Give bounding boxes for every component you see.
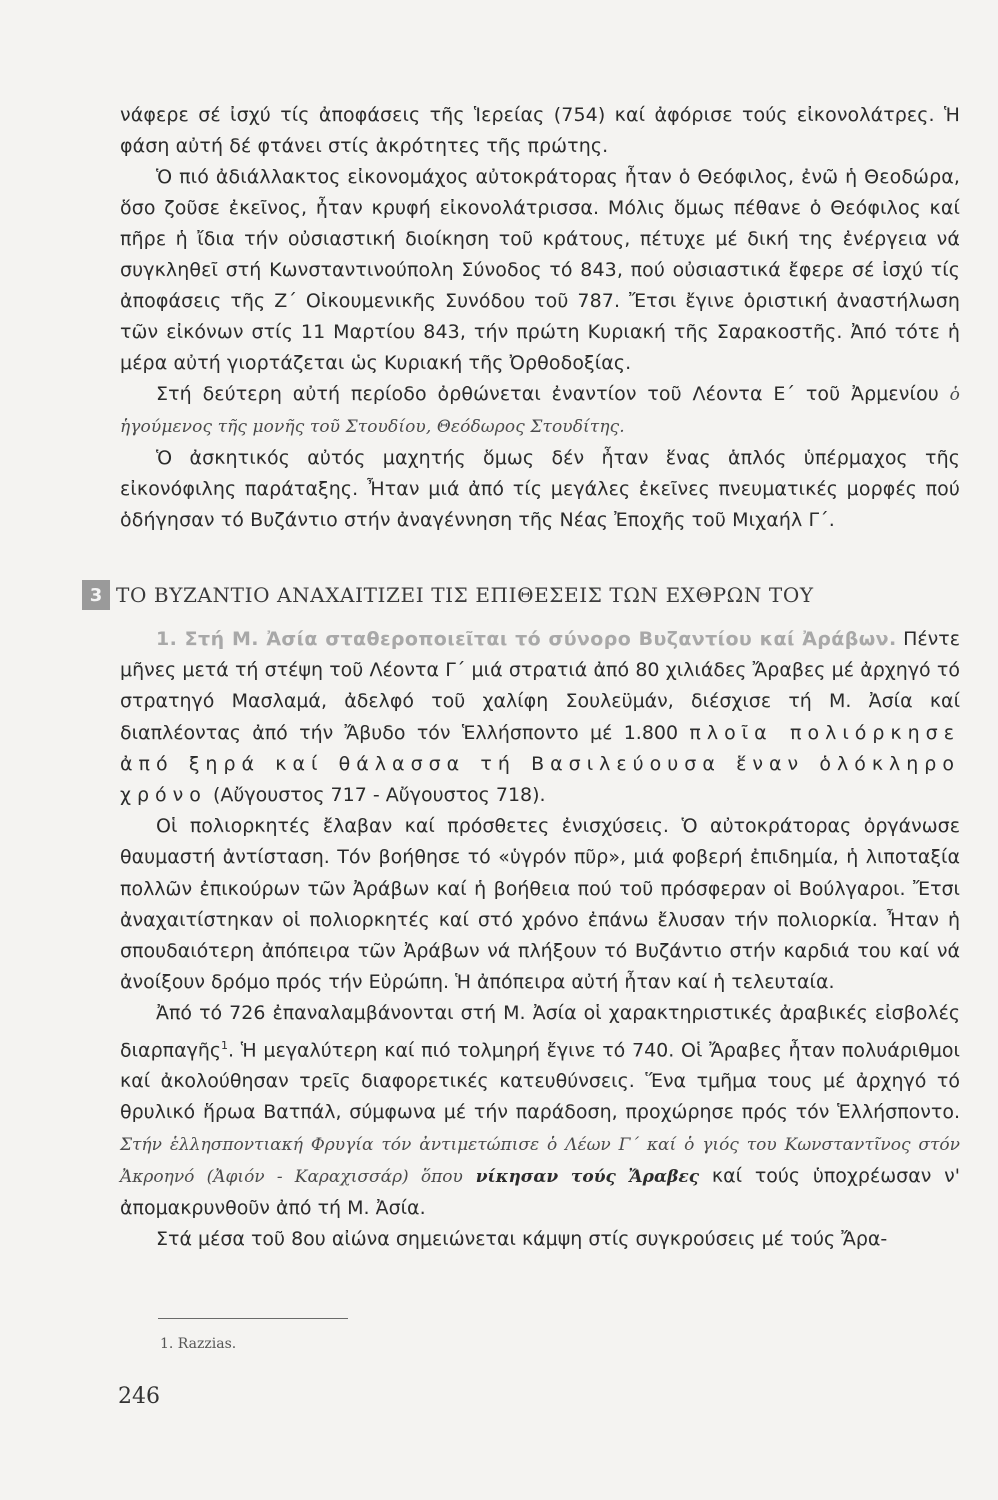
paragraph: Οἱ πολιορκητές ἔλαβαν καί πρόσθετες ἐνισχύσεις. Ὁ αὐτοκράτορας ὀργάνωσε θαυμαστή ἀντίσταση. Τόν βοήθησε τό «ὑγρόν πῦρ», μιά φοβερή ἐπιδημία, ἡ λιποταξία πολλῶν ἐπικούρων τῶν Ἀράβων καί ἡ βοήθεια πού τοῦ πρόσφεραν οἱ Βούλγαροι. Ἔτσι ἀναχαιτίστηκαν οἱ πολιορκητές καί στό χρόνο ἐπάνω ἔλυσαν τήν πολιορκία. Ἦταν ἡ σπουδαιότερη ἀπόπειρα τῶν Ἀράβων νά πλήξουν τό Βυζάντιο στήν καρδιά του καί νά ἀνοίξουν δρόμο πρός τήν Εὐρώπη. Ἡ ἀπόπειρα αὐτή ἦταν καί ἡ τελευταία.: [120, 815, 960, 994]
bold-phrase: νίκησαν τούς Ἄραβες: [475, 1166, 700, 1187]
paragraph: Ὁ πιό ἀδιάλλακτος εἰκονομάχος αὐτοκράτορας ἦταν ὁ Θεόφιλος, ἐνῶ ἡ Θεοδώρα, ὅσο ζοῦσε ἐκεῖνος, ἦταν κρυφή εἰκονολάτρισσα. Μόλις ὅμως πέθανε ὁ Θεόφιλος καί πῆρε ἡ ἴδια τήν οὐσιαστική διοίκηση τοῦ κράτους, πέτυχε μέ δική της ἐνέργεια νά συγκληθεῖ στή Κωνσταντινούπολη Σύνοδος τό 843, πού οὐσιαστικά ἔφερε σέ ἰσχύ τίς ἀποφάσεις τῆς Ζ΄ Οἰκουμενικῆς Συνόδου τοῦ 787. Ἔτσι ἔγινε ὁριστική ἀναστήλωση τῶν εἰκόνων στίς 11 Μαρτίου 843, τήν πρώτη Κυριακή τῆς Σαρακοστῆς. Ἀπό τότε ἡ μέρα αὐτή γιορτάζεται ὡς Κυριακή τῆς Ὀρθοδοξίας.: [120, 166, 960, 374]
footnote-marker[interactable]: 1: [221, 1038, 229, 1052]
paragraph-lead: Στή δεύτερη αὐτή περίοδο ὀρθώνεται ἐναντίον τοῦ Λέοντα Ε΄ τοῦ Ἀρμενίου: [156, 383, 939, 405]
paragraph-text: Ἀπό τό 726 ἐπαναλαμβάνονται στή Μ. Ἀσία οἱ χαρακτηριστικές ἀραβικές εἰσβολές διαρπαγῆς: [120, 1002, 960, 1061]
paragraph: Ὁ ἀσκητικός αὐτός μαχητής ὅμως δέν ἦταν ἕνας ἁπλός ὑπέρμαχος τῆς εἰκονόφιλης παράταξης. Ἦταν μιά ἀπό τίς μεγάλες ἐκεῖνες πνευματικές μορφές πού ὁδήγησαν τό Βυζάντιο στήν ἀναγέννηση τῆς Νέας Ἐποχῆς τοῦ Μιχαήλ Γ΄.: [120, 447, 960, 531]
section-number-badge: 3: [82, 580, 110, 610]
lower-text-block: [120, 624, 960, 1255]
spaced-phrase: πλοῖα πολιόρκησε ἀπό ξηρά καί θάλασσα τή Βασιλεύουσα ἕναν ὁλόκληρο χρόνο: [120, 721, 960, 807]
paragraph-text: . Ἡ μεγαλύτερη καί πιό τολμηρή ἔγινε τό 740. Οἱ Ἄραβες ἦταν πολυάριθμοι καί ἀκολούθησαν τρεῖς διαφορετικές κατευθύνσεις. Ἕνα τμῆμα τους μέ ἀρχηγό τό θρυλικό ἥρωα Βατπάλ, σύμφωνα μέ τήν παράδοση, προχώρησε πρός τόν Ἑλλήσποντο.: [120, 1038, 960, 1124]
footnote: 1. Razzias.: [160, 1336, 237, 1352]
paragraph-text: Πέντε μῆνες μετά τή στέψη τοῦ Λέοντα Γ΄ μιά στρατιά ἀπό 80 χιλιάδες Ἄραβες μέ ἀρχηγό τό στρατηγό Μασλαμά, ἀδελφό τοῦ χαλίφη Σουλεϋμάν, διέσχισε τή Μ. Ἀσία καί διαπλέοντας ἀπό τήν Ἄβυδο τόν Ἑλλήσποντο μέ 1.800: [120, 628, 960, 744]
paragraph-text: καί τούς ὑποχρέωσαν ν' ἀπομακρυνθοῦν ἀπό τή Μ. Ἀσία.: [120, 1164, 960, 1219]
paragraph-text: (Αὔγουστος 717 - Αὔγουστος 718).: [212, 784, 546, 807]
section-title: ΤΟ ΒΥΖΑΝΤΙΟ ΑΝΑΧΑΙΤΙΖΕΙ ΤΙΣ ΕΠΙΘΕΣΕΙΣ ΤΩΝ ΕΧΘΡΩΝ ΤΟΥ: [116, 583, 814, 607]
paragraph: νάφερε σέ ἰσχύ τίς ἀποφάσεις τῆς Ἱερείας (754) καί ἀφόρισε τούς εἰκονολάτρες. Ἡ φάση αὐτή δέ φτάνει στίς ἀκρότητες τῆς πρώτης.: [120, 104, 960, 157]
section-heading: [82, 578, 962, 612]
paragraph: [120, 379, 960, 443]
footnote-divider: [158, 1318, 348, 1319]
paragraph: Στά μέσα τοῦ 8ου αἰώνα σημειώνεται κάμψη στίς συγκρούσεις μέ τούς Ἄρα-: [156, 1228, 888, 1251]
italic-phrase: ὁ ἡγούμενος τῆς μονῆς τοῦ Στουδίου, Θεόδωρος Στουδίτης.: [120, 385, 961, 437]
subheading: 1. Στή Μ. Ἀσία σταθεροποιεῖται τό σύνορο Βυζαντίου καί Ἀράβων.: [156, 628, 897, 650]
paragraph: [120, 624, 960, 811]
italic-phrase: Στήν ἑλλησποντιακή Φρυγία τόν ἀντιμετώπισε ὁ Λέων Γ΄ καί ὁ γιός του Κωνσταντῖνος στόν Ἀκροηνό (Ἀφιόν - Καραχισσάρ) ὅπου: [120, 1134, 960, 1187]
page-number: 246: [118, 1384, 160, 1409]
paragraph: [120, 998, 960, 1224]
upper-text-block: [120, 100, 960, 536]
